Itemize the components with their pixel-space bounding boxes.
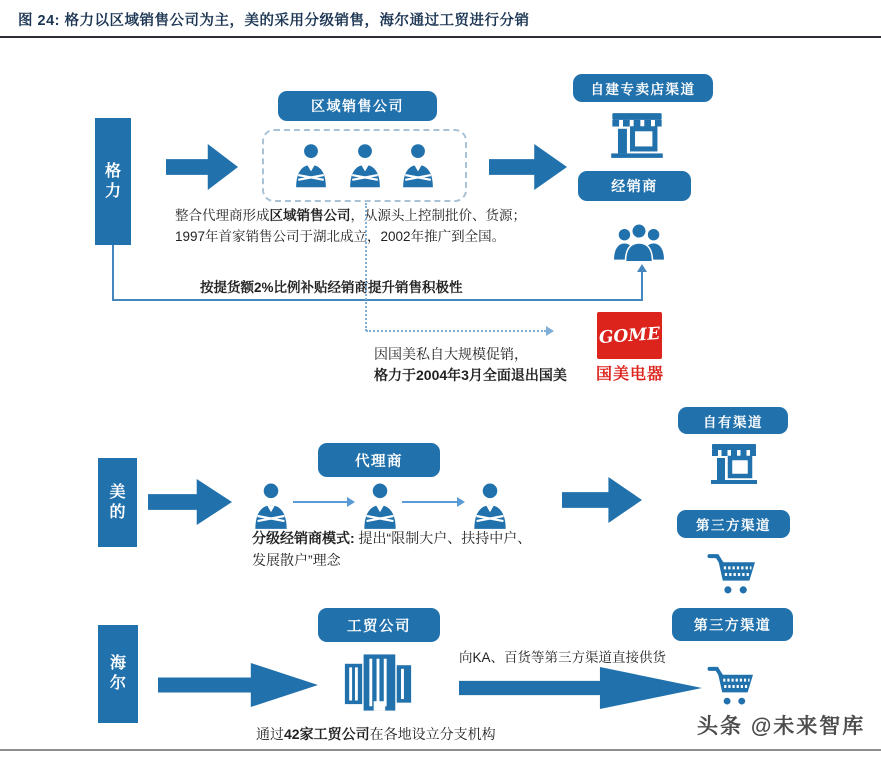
- gree-brand-box: [95, 118, 131, 245]
- arrowhead-right-icon: [546, 326, 554, 336]
- flow-arrow-icon: [148, 479, 232, 525]
- businessman-icon: [294, 142, 328, 190]
- dotted-connector: [365, 203, 367, 331]
- gome-exit-note-line1: 因国美私自大规模促销，: [374, 346, 528, 362]
- flow-arrow-icon: [166, 144, 238, 190]
- storefront-icon: [705, 441, 763, 487]
- haier-supply-note: 向KA、百货等第三方渠道直接供货: [459, 650, 667, 665]
- thin-arrow-icon: [402, 501, 465, 503]
- midea-brand-label: 美的: [109, 483, 126, 521]
- gree-note: 整合代理商形成区域销售公司，从源头上控制批价、货源； 1997年首家销售公司于湖北成立，2002年推广到全国。: [175, 208, 526, 244]
- midea-own-channel-pill: 自有渠道: [678, 407, 788, 434]
- gree-dealer-pill: 经销商: [578, 171, 691, 201]
- gome-brand-name: 国美电器: [595, 366, 664, 383]
- haier-trade-company-pill: 工贸公司: [318, 608, 440, 642]
- gree-brand-label: 格力: [104, 162, 121, 200]
- gome-logo-text: GOME: [598, 323, 661, 348]
- dealers-group-icon: [613, 221, 665, 264]
- midea-note: 分级经销商模式: 提出“限制大户、扶持中户、发展散户”理念: [252, 530, 532, 568]
- connector-line: [112, 245, 114, 301]
- office-building-icon: [342, 652, 414, 713]
- midea-third-party-pill: 第三方渠道: [677, 510, 790, 538]
- haier-third-party-pill: 第三方渠道: [672, 608, 793, 641]
- flow-arrow-icon: [489, 144, 567, 190]
- gree-regional-company-pill: 区域销售公司: [278, 91, 437, 121]
- businessman-icon: [362, 483, 398, 530]
- haier-branch-note: 通过42家工贸公司在各地设立分支机构: [256, 726, 496, 742]
- midea-agent-pill: 代理商: [318, 443, 440, 477]
- gome-logo: [597, 312, 662, 359]
- shopping-cart-icon: [706, 551, 758, 596]
- storefront-icon: [609, 109, 665, 162]
- gree-self-store-pill: 自建专卖店渠道: [573, 74, 713, 102]
- flow-arrow-icon: [158, 663, 318, 707]
- haier-brand-box: [98, 625, 138, 723]
- flow-arrow-icon: [562, 477, 642, 523]
- figure-title: 图 24: 格力以区域销售公司为主，美的采用分级销售，海尔通过工贸进行分销: [18, 13, 530, 29]
- arrowhead-up-icon: [637, 264, 647, 272]
- connector-line: [641, 272, 643, 301]
- connector-line: [112, 299, 643, 301]
- gree-subsidy-note: 按提货额2%比例补贴经销商提升销售积极性: [200, 280, 463, 295]
- businessman-icon: [472, 483, 508, 530]
- regional-companies-group: [262, 129, 467, 202]
- businessman-icon: [348, 142, 382, 190]
- haier-brand-label: 海尔: [109, 655, 126, 692]
- dotted-connector: [366, 330, 546, 332]
- watermark: 头条 @未来智库: [697, 715, 866, 738]
- bottom-divider: [0, 749, 881, 751]
- thin-arrow-icon: [293, 501, 355, 503]
- midea-brand-box: [98, 458, 137, 547]
- businessman-icon: [401, 142, 435, 190]
- flow-arrow-icon: [459, 667, 702, 709]
- title-divider: [0, 36, 881, 38]
- gome-exit-note-line2: 格力于2004年3月全面退出国美: [374, 367, 567, 383]
- shopping-cart-icon: [705, 664, 757, 707]
- businessman-icon: [253, 483, 289, 530]
